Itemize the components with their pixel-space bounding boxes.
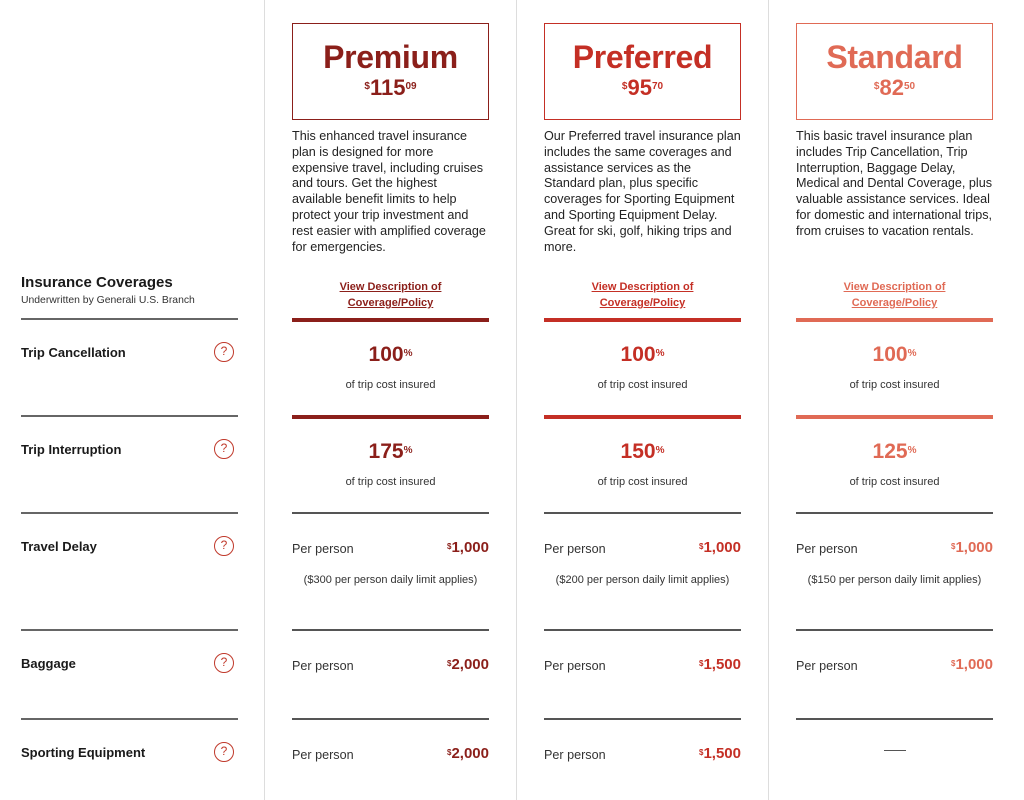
link-line: Coverage/Policy (599, 297, 686, 309)
link-line: View Description of (339, 281, 442, 293)
amount-currency: $ (447, 659, 452, 668)
column-divider (264, 0, 265, 800)
amount-currency: $ (699, 748, 704, 757)
help-icon[interactable]: ? (214, 536, 234, 556)
percent-number: 175 (368, 440, 404, 463)
travel-delay-label: Per person (292, 542, 354, 556)
coverage-title: Insurance Coverages (21, 274, 173, 291)
travel-delay-amount (699, 539, 741, 557)
plan-card[interactable] (544, 23, 741, 120)
row-divider (544, 512, 741, 514)
price-currency: $ (621, 81, 628, 92)
view-description-link[interactable] (544, 279, 741, 311)
row-label-sporting-equipment: Sporting Equipment (21, 745, 146, 760)
percent-number: 100 (368, 343, 404, 366)
link-line: Coverage/Policy (851, 297, 938, 309)
travel-delay-label: Per person (544, 542, 606, 556)
price-cents: 50 (903, 81, 916, 92)
row-label-trip-cancellation: Trip Cancellation (21, 345, 126, 360)
row-label-baggage: Baggage (21, 656, 76, 671)
row-label-travel-delay: Travel Delay (21, 539, 97, 554)
baggage-label: Per person (292, 659, 354, 673)
baggage-amount (951, 656, 993, 674)
row-divider (544, 629, 741, 631)
trip-interruption-value (796, 440, 993, 464)
amount-currency: $ (951, 542, 956, 551)
percent-unit: % (403, 348, 413, 359)
amount-currency: $ (699, 659, 704, 668)
trip-cancellation-label: of trip cost insured (849, 379, 940, 391)
baggage-label: Per person (796, 659, 858, 673)
plan-name: Standard (826, 39, 963, 75)
plan-accent-bar (796, 415, 993, 419)
sporting-equipment-amount (447, 745, 489, 763)
percent-unit: % (655, 445, 665, 456)
trip-interruption-label: of trip cost insured (345, 476, 436, 488)
help-icon[interactable]: ? (214, 342, 234, 362)
trip-interruption-value (292, 440, 489, 464)
row-divider (292, 629, 489, 631)
row-divider (544, 718, 741, 720)
plan-accent-bar (292, 318, 489, 322)
amount-value: 1,000 (955, 539, 993, 556)
percent-unit: % (655, 348, 665, 359)
price-dollars: 82 (879, 75, 904, 100)
amount-value: 1,500 (703, 656, 741, 673)
sporting-equipment-amount (699, 745, 741, 763)
plan-accent-bar (544, 415, 741, 419)
link-line: View Description of (591, 281, 694, 293)
baggage-label: Per person (544, 659, 606, 673)
price-dollars: 115 (369, 75, 406, 100)
plan-name: Preferred (572, 39, 713, 75)
sporting-equipment-label: Per person (292, 748, 354, 762)
column-divider (768, 0, 769, 800)
trip-interruption-label: of trip cost insured (849, 476, 940, 488)
trip-cancellation-value (544, 343, 741, 367)
link-line: View Description of (843, 281, 946, 293)
plan-card[interactable] (292, 23, 489, 120)
percent-unit: % (403, 445, 413, 456)
price-dollars: 95 (627, 75, 652, 100)
amount-value: 1,000 (955, 656, 993, 673)
row-divider (796, 512, 993, 514)
baggage-amount (447, 656, 489, 674)
percent-unit: % (907, 445, 917, 456)
plan-name: Premium (323, 39, 458, 75)
trip-interruption-label: of trip cost insured (597, 476, 688, 488)
row-divider (21, 629, 238, 631)
row-divider (21, 512, 238, 514)
plan-price (293, 76, 488, 100)
row-divider (796, 629, 993, 631)
percent-number: 100 (620, 343, 656, 366)
percent-number: 100 (872, 343, 908, 366)
amount-value: 1,500 (703, 745, 741, 762)
view-description-link[interactable] (292, 279, 489, 311)
amount-value: 1,000 (703, 539, 741, 556)
percent-unit: % (907, 348, 917, 359)
sporting-equipment-label: Per person (544, 748, 606, 762)
travel-delay-amount (447, 539, 489, 557)
travel-delay-label: Per person (796, 542, 858, 556)
plan-description: This enhanced travel insurance plan is designed for more expensive travel, including cruises and tours. Get the highest available benefit limits to help protect your trip investment and rest easier with amplified coverage for emergencies. (292, 129, 486, 254)
percent-number: 150 (620, 440, 656, 463)
trip-cancellation-value (796, 343, 993, 367)
plan-price (797, 76, 992, 100)
plan-description: Our Preferred travel insurance plan includes the same coverages and assistance services as the Standard plan, plus specific coverages for Sporting Equipment and Sporting Equipment Delay. Great for ski, golf, hiking trips and more. (544, 129, 741, 254)
row-divider (796, 718, 993, 720)
plan-description: This basic travel insurance plan includes Trip Cancellation, Trip Interruption, Baggage Delay, Medical and Dental Coverage, plus valuable assistance services. Ideal for domestic and international trips, from cruises to vacation rentals. (796, 129, 993, 238)
help-icon[interactable]: ? (214, 653, 234, 673)
row-label-trip-interruption: Trip Interruption (21, 442, 122, 457)
plan-accent-bar (796, 318, 993, 322)
price-currency: $ (364, 81, 370, 92)
trip-cancellation-label: of trip cost insured (345, 379, 436, 391)
baggage-amount (699, 656, 741, 674)
help-icon[interactable]: ? (214, 439, 234, 459)
percent-number: 125 (872, 440, 908, 463)
plan-accent-bar (544, 318, 741, 322)
not-included-dash (884, 750, 906, 751)
price-cents: 09 (405, 81, 417, 92)
amount-currency: $ (699, 542, 704, 551)
help-icon[interactable]: ? (214, 742, 234, 762)
travel-delay-amount (951, 539, 993, 557)
plan-card[interactable] (796, 23, 993, 120)
travel-delay-note: ($200 per person daily limit applies) (555, 574, 730, 586)
view-description-link[interactable] (796, 279, 993, 311)
row-divider (292, 512, 489, 514)
row-divider (21, 718, 238, 720)
coverage-subtitle: Underwritten by Generali U.S. Branch (21, 295, 195, 306)
price-currency: $ (873, 81, 880, 92)
amount-currency: $ (447, 542, 452, 551)
amount-currency: $ (951, 659, 956, 668)
trip-cancellation-value (292, 343, 489, 367)
travel-delay-note: ($150 per person daily limit applies) (807, 574, 982, 586)
amount-value: 1,000 (451, 539, 489, 556)
row-divider (292, 718, 489, 720)
amount-currency: $ (447, 748, 452, 757)
trip-cancellation-label: of trip cost insured (597, 379, 688, 391)
amount-value: 2,000 (451, 656, 489, 673)
travel-delay-note: ($300 per person daily limit applies) (303, 574, 478, 586)
column-divider (516, 0, 517, 800)
link-line: Coverage/Policy (347, 297, 434, 309)
price-cents: 70 (651, 81, 664, 92)
plan-accent-bar (292, 415, 489, 419)
row-divider (21, 318, 238, 320)
plan-price (545, 76, 740, 100)
row-divider (21, 415, 238, 417)
trip-interruption-value (544, 440, 741, 464)
amount-value: 2,000 (451, 745, 489, 762)
